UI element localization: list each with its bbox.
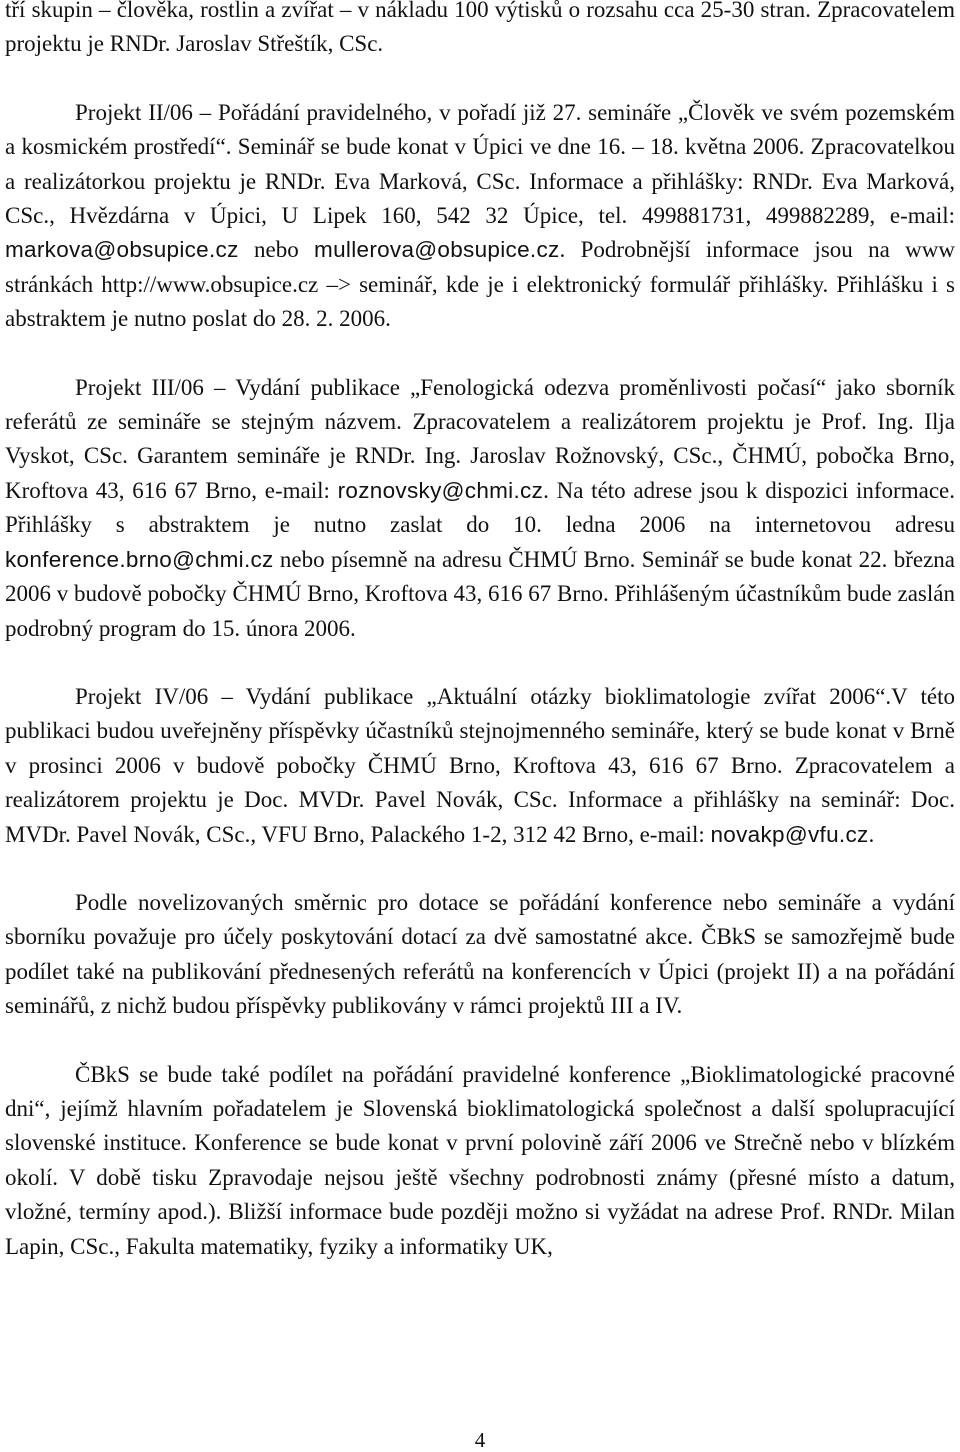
text-run: . Podrobnější informace jsou na www stránkách http://www.obsupice.cz –> seminář, kde je i elektronický formulář přihlášky. Přihlášku i s abstraktem je nutno poslat do 28. 2. 2006. <box>5 237 955 332</box>
paragraph-project-iv <box>5 680 955 852</box>
paragraph-project-iii <box>5 371 955 646</box>
text-run: Podle novelizovaných směrnic pro dotace se pořádání konference nebo semináře a vydání sborníku považuje pro účely poskytování dotací za dvě samostatné akce. ČBkS se samozřejmě bude podílet také na publikování přednesených referátů na konferencích v Úpici (projekt II) a na pořádání seminářů, z nichž budou příspěvky publikovány v rámci projektů III a IV. <box>5 889 955 1019</box>
text-run: ČBkS se bude také podílet na pořádání pravidelné konference „Bioklimatologické pracovné dni“, jejímž hlavním pořadatelem je Slovenská bioklimatologická společnost a další spolupracující slovenské instituce. Konference se bude konat v první polovině září 2006 ve Strečně nebo v blízkém okolí. V době tisku Zpravodaje nejsou ještě všechny podrobnosti známy (přesné místo a datum, vložné, termíny apod.). Bližší informace bude později možno si vyžádat na adrese Prof. RNDr. Milan Lapin, CSc., Fakulta matematiky, fyziky a informatiky UK, <box>5 1061 955 1259</box>
text-run: tří skupin – člověka, rostlin a zvířat – v nákladu 100 výtisků o rozsahu cca 25-30 stran. Zpracovatelem projektu je RNDr. Jaroslav Střeštík, CSc. <box>5 0 955 57</box>
text-run: . Na této adrese jsou k dispozici informace. Přihlášky s abstraktem je nutno zaslat do 10. ledna 2006 na internetovou adresu <box>5 477 955 538</box>
paragraph-project-i-continuation <box>5 0 955 62</box>
page-number: 4 <box>474 1428 486 1452</box>
document-page <box>5 0 955 1298</box>
text-run: . <box>868 821 875 847</box>
text-run: Projekt III/06 – Vydání publikace „Fenologická odezva proměnlivosti počasí“ jako sborník referátů ze semináře se stejným názvem. Zpracovatelem a realizátorem projektu je Prof. Ing. Ilja Vyskot, CSc. Garantem semináře je RNDr. Ing. Jaroslav Rožnovský, CSc., ČHMÚ, pobočka Brno, Kroftova 43, 616 67 Brno, e-mail: <box>5 374 955 503</box>
text-run: nebo <box>238 237 315 263</box>
email-link-mullerova[interactable]: mullerova@obsupice.cz <box>314 237 560 263</box>
email-link-novakp[interactable]: novakp@vfu.cz <box>710 821 869 847</box>
text-run: Projekt II/06 – Pořádání pravidelného, v pořadí již 27. semináře „Člověk ve svém pozemském a kosmickém prostředí“. Seminář se bude konat v Úpici ve dne 16. – 18. května 2006. Zpracovatelkou a realizátorkou projektu je RNDr. Eva Marková, CSc. Informace a přihlášky: RNDr. Eva Marková, CSc., Hvězdárna v Úpici, U Lipek 160, 542 32 Úpice, tel. 499881731, 499882289, e-mail: <box>5 99 955 229</box>
text-run: Projekt IV/06 – Vydání publikace „Aktuální otázky bioklimatologie zvířat 2006“.V této publikaci budou uveřejněny příspěvky účastníků stejnojmenného semináře, který se bude konat v Brně v prosinci 2006 v budově pobočky ČHMÚ Brno, Kroftova 43, 616 67 Brno. Zpracovatelem a realizátorem projektu je Doc. MVDr. Pavel Novák, CSc. Informace a přihlášky na seminář: Doc. MVDr. Pavel Novák, CSc., VFU Brno, Palackého 1-2, 312 42 Brno, e-mail: <box>5 683 955 847</box>
text-run: nebo písemně na adresu ČHMÚ Brno. Seminář se bude konat 22. března 2006 v budově pobočky ČHMÚ Brno, Kroftova 43, 616 67 Brno. Přihlášeným účastníkům bude zaslán podrobný program do 15. února 2006. <box>5 546 955 641</box>
paragraph-slovak-conference <box>5 1058 955 1264</box>
paragraph-subsidy-rules <box>5 886 955 1024</box>
paragraph-project-ii <box>5 96 955 337</box>
email-link-konference[interactable]: konference.brno@chmi.cz <box>5 546 274 572</box>
email-link-roznovsky[interactable]: roznovsky@chmi.cz <box>337 477 544 503</box>
email-link-markova[interactable]: markova@obsupice.cz <box>5 237 239 263</box>
